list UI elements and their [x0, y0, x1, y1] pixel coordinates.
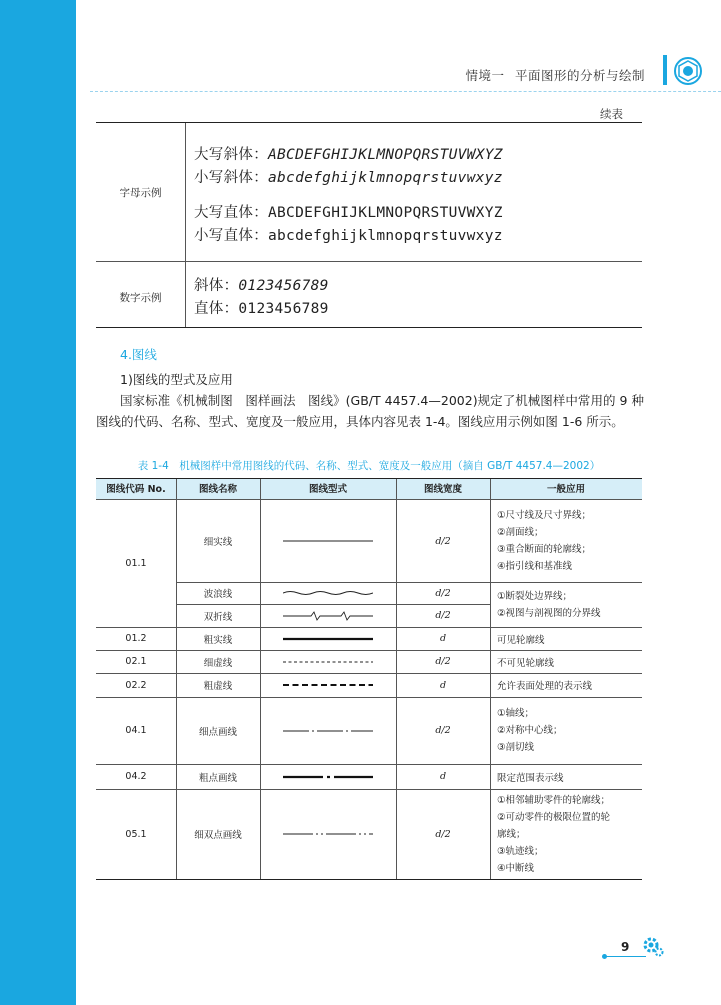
line-style-cell — [260, 604, 396, 627]
line-name-cell: 粗实线 — [203, 634, 233, 646]
sample-text: 0123456789 — [238, 301, 329, 317]
sample-line — [194, 297, 329, 318]
line-style-cell — [260, 697, 396, 764]
thin-dash-dot-line-sample — [283, 728, 373, 734]
line-style-cell — [260, 673, 396, 697]
section-title: 4.图线 — [120, 347, 157, 362]
letter-sample-label: 字母示例 — [119, 187, 162, 199]
sample-text: ABCDEFGHIJKLMNOPQRSTUVWXYZ — [268, 147, 503, 163]
sample-line — [194, 274, 329, 295]
line-width-cell: d/2 — [435, 828, 451, 840]
usage-item: ③剖切线 — [497, 742, 535, 753]
line-name-cell: 粗点画线 — [198, 772, 237, 784]
wavy-line-sample — [283, 589, 373, 597]
line-width-cell: d/2 — [435, 610, 451, 621]
line-name-cell: 双折线 — [203, 611, 233, 623]
line-name-cell: 波浪线 — [203, 589, 233, 600]
section-subtitle: 1)图线的型式及应用 — [120, 372, 233, 387]
thin-solid-line-sample — [283, 538, 373, 544]
usage-item: ④指引线和基准线 — [497, 561, 573, 572]
usage-cell: 不可见轮廓线 — [497, 657, 555, 669]
line-code-cell: 02.2 — [125, 679, 147, 691]
usage-item: ③轨迹线； — [497, 845, 544, 857]
side-color-bar — [0, 0, 76, 1005]
usage-item: ②剖面线； — [497, 527, 544, 538]
sample-prefix: 小写斜体： — [194, 170, 268, 186]
line-style-cell — [260, 789, 396, 879]
body-paragraph: 国家标准《机械制图 图样画法 图线》(GB/T 4457.4—2002)规定了机械图样中常用的 9 种图线的代码、名称、型式、宽度及一般应用，具体内容见表 1-4。图线应用示例如图 1-6 所示。 — [96, 393, 644, 429]
table-divider — [185, 123, 186, 327]
sample-text: abcdefghijklmnopqrstuvwxyz — [268, 228, 503, 244]
line-width-cell: d — [439, 679, 447, 691]
sample-line — [194, 224, 503, 245]
table-caption: 表 1-4 机械图样中常用图线的代码、名称、型式、宽度及一般应用（摘自 GB/T 4457.4—2002） — [137, 460, 601, 472]
letter-sample-table — [96, 122, 642, 328]
table-header-row — [96, 479, 642, 500]
sample-prefix: 直体： — [194, 301, 239, 317]
sample-prefix: 斜体： — [194, 278, 239, 294]
thin-dashed-line-sample — [283, 659, 373, 665]
usage-cell: 可见轮廓线 — [497, 634, 545, 646]
zigzag-line-sample — [283, 611, 373, 621]
digit-sample-label: 数字示例 — [119, 292, 162, 304]
line-style-cell — [260, 582, 396, 604]
usage-item: ④中断线 — [497, 862, 535, 874]
header-accent-bar — [663, 55, 667, 85]
header-cell: 图线代码 No. — [106, 484, 166, 495]
usage-item: ②视图与剖视图的分界线 — [497, 607, 601, 619]
line-code-cell: 01.1 — [125, 558, 147, 569]
sample-text: ABCDEFGHIJKLMNOPQRSTUVWXYZ — [268, 205, 503, 221]
usage-item: ②可动零件的极限位置的轮 — [497, 811, 611, 823]
usage-cell: 限定范围表示线 — [497, 772, 564, 784]
page-header — [76, 0, 721, 95]
header-cell: 一般应用 — [546, 484, 585, 495]
continued-label: 续表 — [600, 107, 623, 121]
line-name-cell: 细虚线 — [203, 657, 233, 669]
line-type-table — [96, 478, 642, 880]
line-code-cell: 04.2 — [125, 771, 147, 782]
line-width-cell: d/2 — [435, 656, 451, 667]
header-cell: 图线型式 — [308, 484, 347, 495]
line-width-cell: d/2 — [435, 725, 451, 736]
header-situation: 情境一 — [465, 68, 505, 83]
line-style-cell — [260, 650, 396, 673]
thick-dash-dot-line-sample — [283, 774, 373, 780]
line-name-cell: 细双点画线 — [194, 830, 242, 841]
line-name-cell: 细点画线 — [198, 726, 237, 738]
header-cell: 图线名称 — [198, 484, 237, 495]
sample-line — [194, 143, 503, 164]
running-header — [459, 66, 645, 84]
line-code-cell: 01.2 — [125, 633, 147, 644]
line-code-cell: 04.1 — [125, 725, 147, 736]
line-style-cell — [260, 764, 396, 789]
usage-item: ①轴线； — [497, 708, 535, 719]
line-code-cell: 05.1 — [125, 828, 147, 840]
sample-text: abcdefghijklmnopqrstuvwxyz — [268, 170, 503, 186]
sample-text: 0123456789 — [238, 278, 329, 294]
header-chapter-title: 平面图形的分析与绘制 — [514, 68, 645, 83]
sample-prefix: 大写斜体： — [194, 147, 268, 163]
footer-rule — [606, 956, 646, 957]
line-width-cell: d/2 — [435, 587, 451, 599]
sample-line — [194, 201, 503, 222]
thin-double-dash-dot-line-sample — [283, 831, 373, 837]
page-number: 9 — [621, 940, 630, 954]
line-style-cell — [260, 500, 396, 582]
table-divider — [96, 261, 642, 262]
usage-item: ①相邻辅助零件的轮廓线； — [497, 794, 611, 806]
line-style-cell — [260, 627, 396, 650]
footer-dot — [602, 954, 607, 959]
thick-solid-line-sample — [283, 636, 373, 642]
line-name-cell: 粗虚线 — [203, 681, 233, 692]
usage-cell — [490, 500, 642, 582]
usage-cell — [490, 789, 642, 879]
sample-prefix: 小写直体： — [194, 228, 268, 244]
usage-item: ①断裂处边界线； — [497, 590, 573, 602]
usage-cell: 允许表面处理的表示线 — [497, 681, 593, 692]
usage-cell — [490, 697, 642, 764]
line-name-cell: 细实线 — [203, 537, 233, 548]
header-cell: 图线宽度 — [423, 484, 462, 495]
usage-item: ②对称中心线； — [497, 725, 563, 736]
thick-dashed-line-sample — [283, 682, 373, 688]
line-width-cell: d/2 — [435, 535, 451, 547]
line-code-cell: 02.1 — [125, 656, 147, 667]
usage-item: ①尺寸线及尺寸界线； — [497, 510, 592, 521]
header-dashed-rule — [90, 91, 721, 92]
line-width-cell: d — [439, 633, 447, 644]
sample-prefix: 大写直体： — [194, 205, 268, 221]
usage-item: ③重合断面的轮廓线； — [497, 544, 592, 555]
usage-item: 廓线； — [497, 828, 526, 840]
gear-hexagon-icon — [673, 56, 703, 86]
line-width-cell: d — [439, 771, 447, 782]
sample-line — [194, 166, 503, 187]
usage-cell — [490, 582, 642, 627]
gear-icon — [642, 936, 664, 958]
